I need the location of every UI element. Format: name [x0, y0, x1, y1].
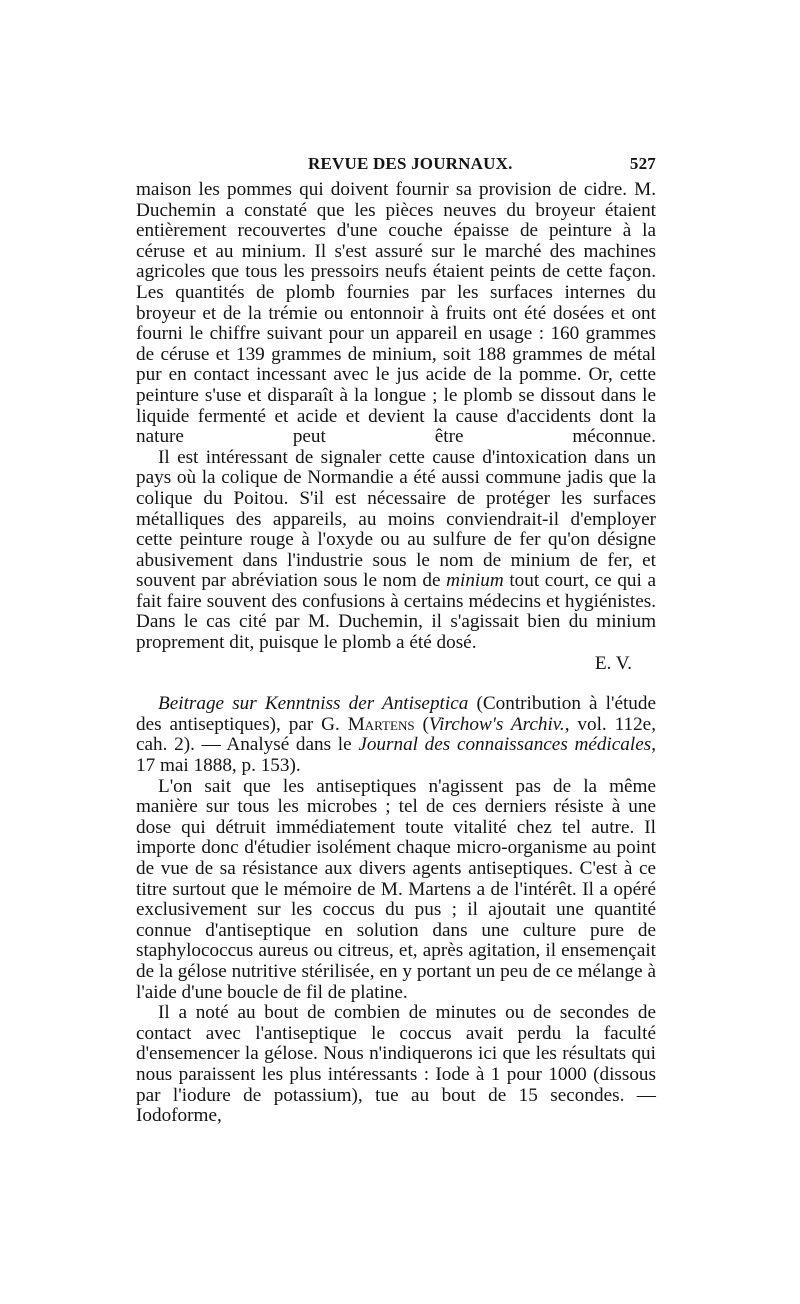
running-title: REVUE DES JOURNAUX. — [308, 154, 513, 173]
article2-journal-2: Journal des connaissances médicales — [358, 734, 652, 756]
page-header — [136, 154, 656, 180]
article2-title: Beitrage sur Kenntniss der Antiseptica — [158, 693, 469, 715]
article2-citation-part-2: ( — [414, 713, 429, 735]
article2-paragraph-2: Il a noté au bout de combien de minutes ou de secondes de contact avec l'antiseptique le coccus avait perdu la faculté d'ensemencer la gélose. Nous n'indiquerons ici que les résultats qui nous paraissent les plus intéressants : Iode à 1 pour 1000 (dissous par l'iodure de potassium), tue au bout de 15 secondes. — Iodoforme, — [136, 1002, 656, 1127]
article2-citation-part-1: (Contribution à l'étude des antiseptiques), par G. — [136, 693, 657, 735]
article1-paragraph-2 — [136, 448, 656, 654]
section-gap — [136, 674, 656, 694]
article1-paragraph-2-text-c: tout court, ce qui a fait faire souvent des confusions à certains médecins et hygiénistes. Dans le cas cité par M. Duchemin, il s'agissait bien du minium proprement dit, puisque le plomb a été dosé. — [136, 570, 656, 654]
article2-paragraph-1: L'on sait que les antiseptiques n'agissent pas de la même manière sur tous les microbes ; tel de ces derniers résiste à une dose qui détruit immédiatement toute vitalité chez tel autre. Il importe donc d'étudier isolément chaque micro-organisme au point de vue de sa résistance aux divers agents antiseptiques. C'est à ce titre surtout que le mémoire de M. Martens a de l'intérêt. Il a opéré exclusivement sur les coccus du pus ; il ajoutait une quantité connue d'antiseptique en solution dans une culture pure de staphylococcus aureus ou citreus, et, après agitation, il ensemençait de la gélose nutritive stérilisée, en y portant un peu de ce mélange à l'aide d'une boucle de fil de platine. — [136, 775, 656, 1003]
article2-citation-part-3: , vol. 112e, cah. 2). — Analysé dans le — [136, 713, 656, 756]
article1-paragraph-2-text-a: Il est intéressant de signaler cette cause d'intoxication dans un pays où la colique de Normandie a été aussi commune jadis que la colique du Poitou. S'il est nécessaire de protéger les surfaces métalliques des appareils, au moins conviendrait-il d'employer cette peinture rouge à l'oxyde ou au sulfure de fer qu'on désigne abusivement dans l'industrie sous le nom de minium de fer, et souvent par abréviation sous le nom de — [136, 446, 656, 592]
article1-signature: E. V. — [594, 652, 632, 674]
article2-citation-part-4: , 17 mai 1888, p. 153). — [136, 734, 656, 777]
article1-paragraph-1: maison les pommes qui doivent fournir sa provision de cidre. M. Duchemin a constaté que les pièces neuves du broyeur étaient entièrement recouvertes d'une couche épaisse de peinture à la céruse et au minium. Il s'est assuré sur le marché des machines agricoles que tous les pressoirs neufs étaient peints de cette façon. Les quantités de plomb fournies par les surfaces internes du broyeur et de la trémie ou entonnoir à fruits ont été dosées et ont fourni le chiffre suivant pour un appareil en usage : 160 grammes de céruse et 139 grammes de minium, soit 188 grammes de métal pur en contact incessant avec le jus acide de la pomme. Or, cette peinture s'use et disparaît à la longue ; le plomb se dissout dans le liquide fermenté et acide et devient la cause d'accidents dont la nature peut être méconnue. — [136, 179, 656, 448]
article2-citation — [136, 694, 656, 776]
page-number: 527 — [629, 154, 656, 173]
article2-author: Martens — [347, 713, 415, 735]
article1-paragraph-2-italic-minium: minium — [446, 570, 504, 592]
page-body — [136, 180, 656, 1127]
article2-journal-1: Virchow's Archiv. — [428, 713, 565, 735]
